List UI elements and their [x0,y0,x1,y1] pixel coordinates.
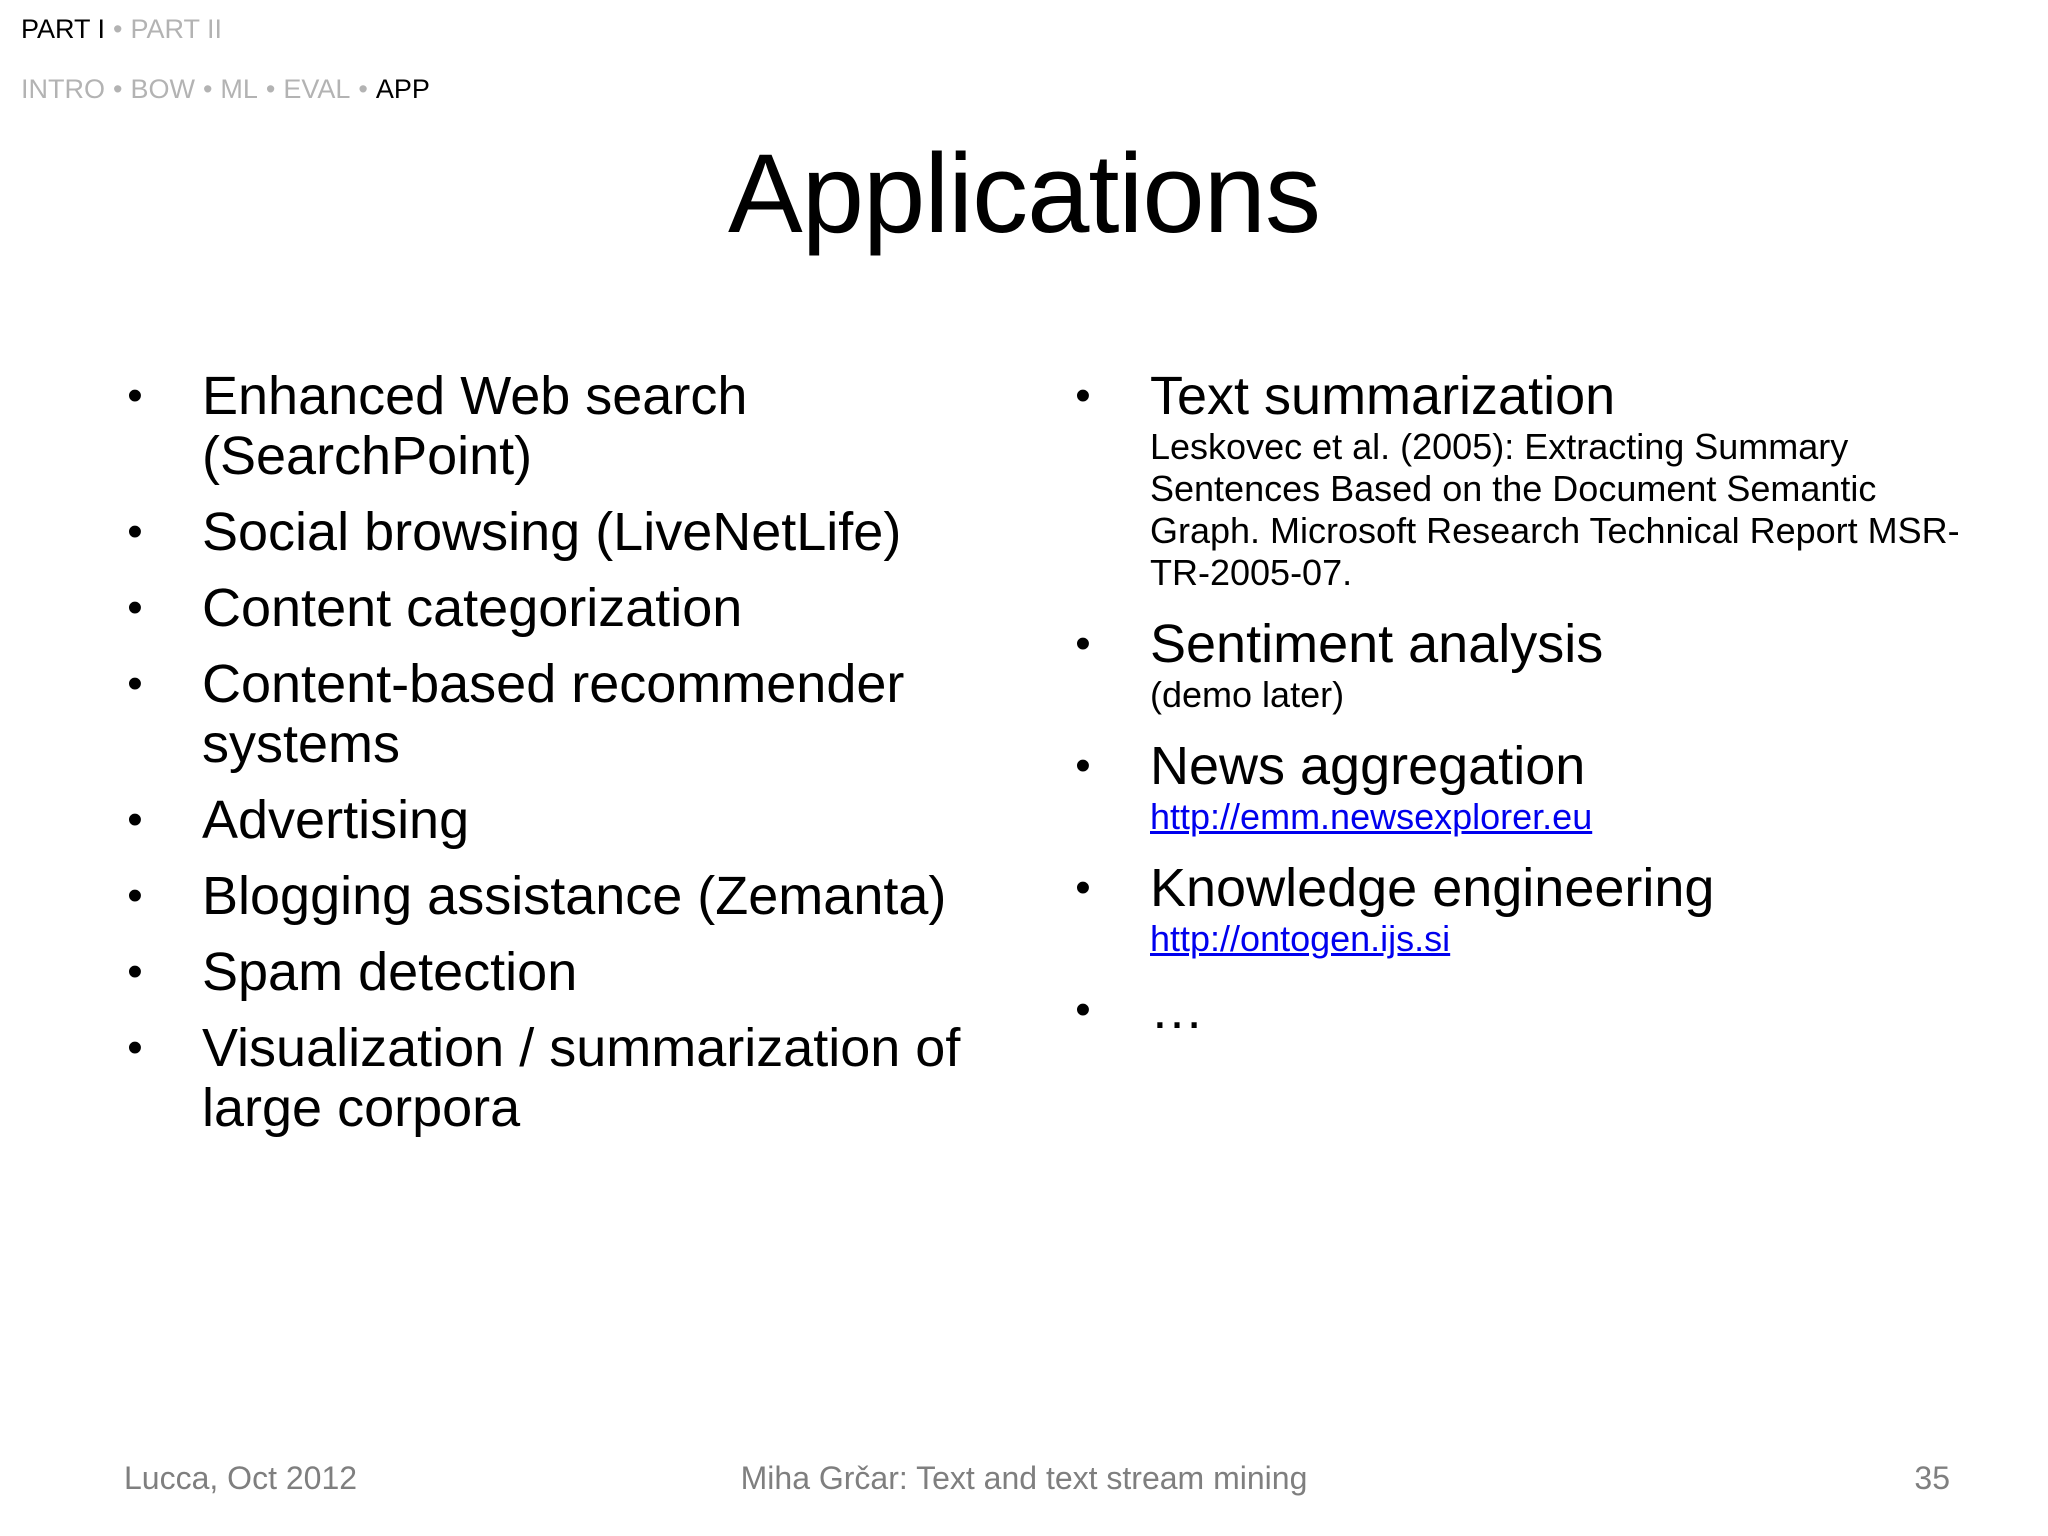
item-text: Advertising [202,790,470,850]
item-text: News aggregation [1150,736,1586,796]
nav-section-eval[interactable]: EVAL [283,74,351,104]
slide-number: 35 [1914,1460,1950,1496]
list-item [1068,366,1968,594]
list-item [120,790,1000,850]
bullet-icon: • [127,371,143,420]
section-navigation [21,76,430,103]
bullet-icon: • [127,947,143,996]
bullet-icon: • [127,871,143,920]
nav-separator: • [202,74,213,104]
list-item [1068,736,1968,838]
list-item [120,578,1000,638]
list-item [120,866,1000,926]
item-text: Visualization / summarization of large corpora [202,1018,961,1138]
part-navigation [21,16,222,43]
item-text: Sentiment analysis [1150,614,1604,674]
item-text: Content-based recommender systems [202,654,905,774]
nav-separator: • [113,74,123,104]
footer-author-title: Miha Grčar: Text and text stream mining [740,1460,1308,1496]
slide-title: Applications [728,131,1320,256]
bullet-icon: • [127,1023,143,1072]
footer-location-date: Lucca, Oct 2012 [124,1460,358,1496]
nav-separator: • [113,14,123,44]
item-note: (demo later) [1150,674,1345,715]
nav-separator: • [265,74,276,104]
list-item [1068,980,1968,1040]
bullet-icon: • [127,507,143,556]
left-bullet-list [120,366,1000,1154]
nav-section-ml[interactable]: ML [220,74,258,104]
bullet-icon: • [127,659,143,708]
nav-section-app[interactable]: APP [375,74,430,104]
list-item [1068,614,1968,716]
item-text: Content categorization [202,578,743,638]
item-text: Spam detection [202,942,578,1002]
item-text: Blogging assistance (Zemanta) [202,866,947,926]
item-text: Enhanced Web search (SearchPoint) [202,366,748,486]
ontogen-link[interactable]: http://ontogen.ijs.si [1150,918,1451,959]
list-item [120,366,1000,486]
bullet-icon: • [1075,863,1091,912]
item-reference: Leskovec et al. (2005): Extracting Summary Sentences Based on the Document Semantic Graph. Microsoft Research Technical Report MSR-TR-2005-07. [1150,426,1960,593]
bullet-icon: • [127,795,143,844]
item-text: Social browsing (LiveNetLife) [202,502,902,562]
bullet-icon: • [1075,371,1091,420]
list-item [120,502,1000,562]
list-item [1068,858,1968,960]
item-text: … [1150,980,1204,1040]
item-text: Text summarization [1150,366,1616,426]
nav-part-2[interactable]: PART II [130,14,223,44]
right-bullet-list [1068,366,1968,1060]
nav-section-bow[interactable]: BOW [130,74,195,104]
list-item [120,654,1000,774]
nav-section-intro[interactable]: INTRO [21,74,105,104]
list-item [120,1018,1000,1138]
bullet-icon: • [1075,985,1091,1034]
nav-separator: • [358,74,368,104]
bullet-icon: • [1075,741,1091,790]
item-text: Knowledge engineering [1150,858,1715,918]
list-item [120,942,1000,1002]
bullet-icon: • [127,583,143,632]
nav-part-1[interactable]: PART I [21,14,106,44]
newsexplorer-link[interactable]: http://emm.newsexplorer.eu [1150,796,1593,837]
bullet-icon: • [1075,619,1091,668]
